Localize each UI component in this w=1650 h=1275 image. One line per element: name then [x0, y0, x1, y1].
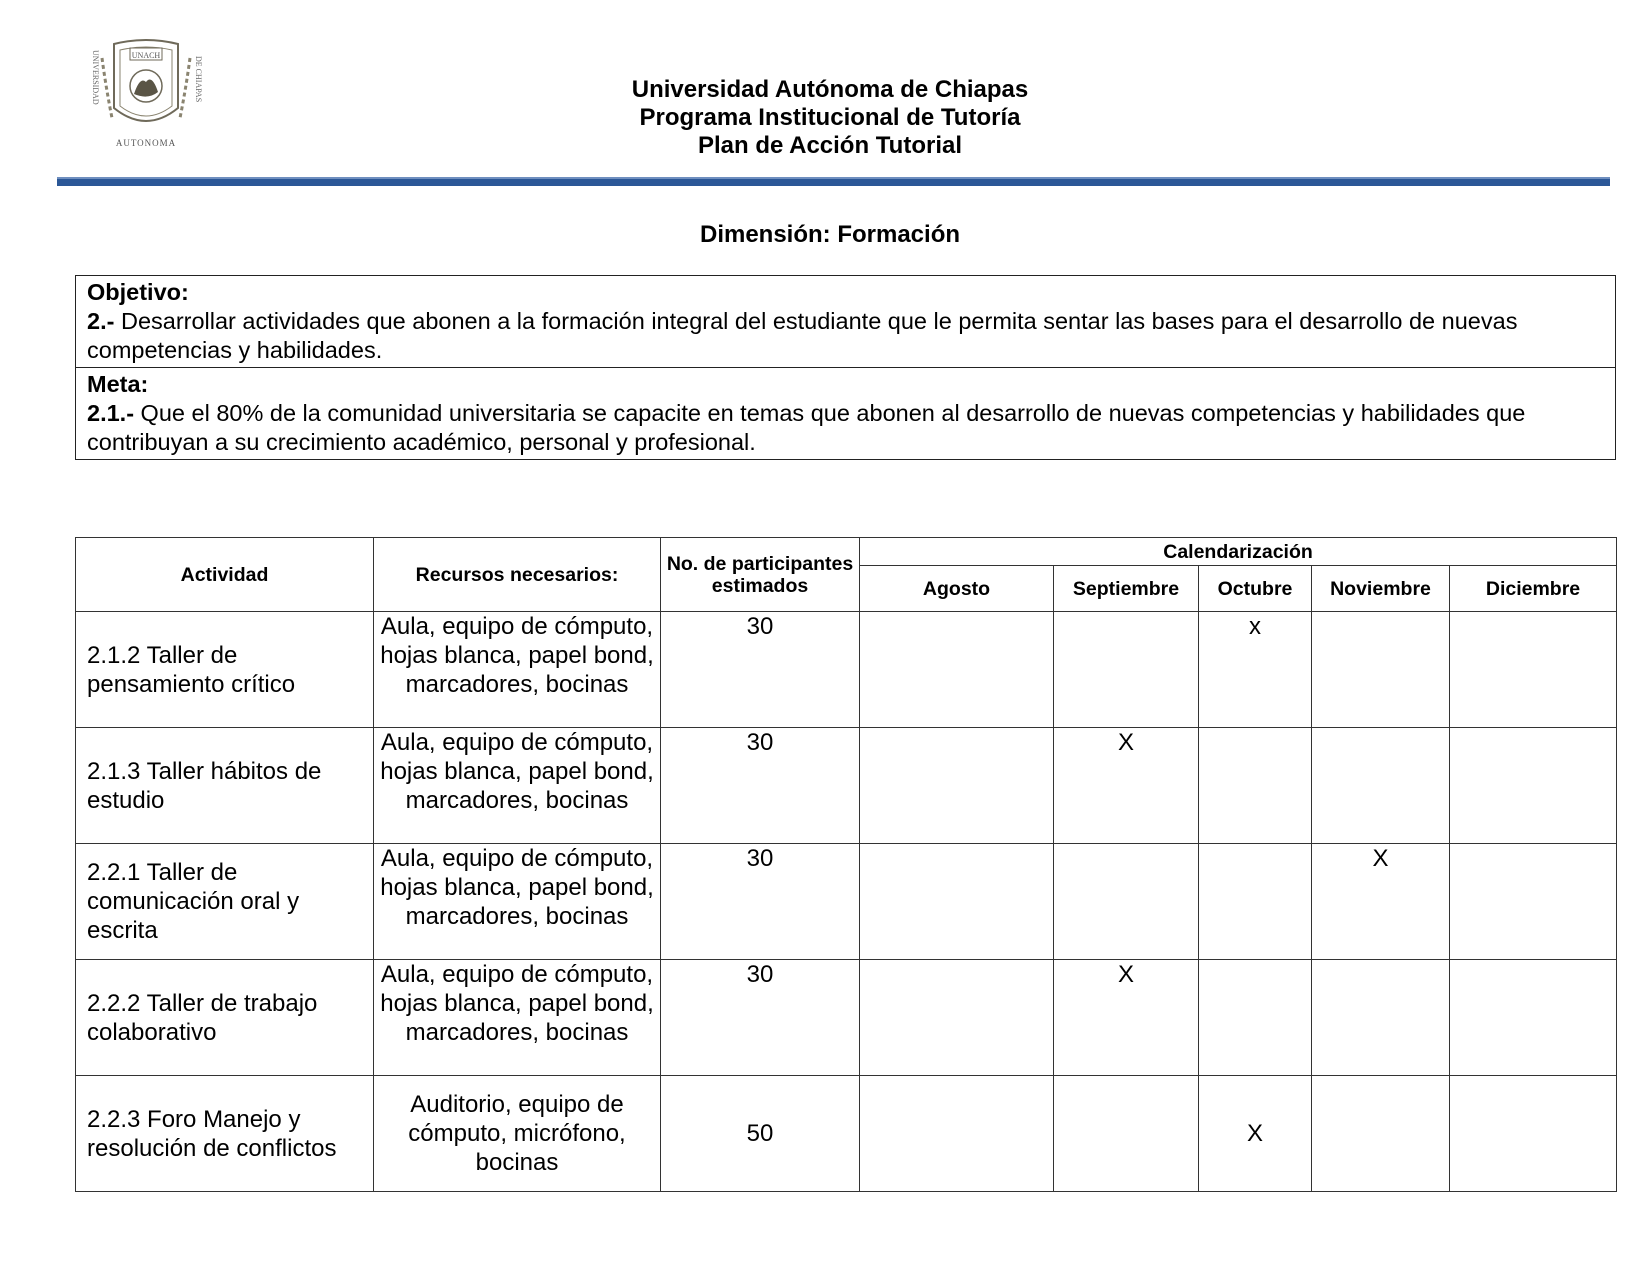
- resources-cell: Auditorio, equipo de cómputo, micrófono, bocinas: [374, 1076, 661, 1192]
- month-mark-cell: x: [1199, 612, 1312, 728]
- plan-name: Plan de Acción Tutorial: [697, 132, 963, 159]
- objective-text: Desarrollar actividades que abonen a la formación integral del estudiante que le permita sentar las bases para el desarrollo de nuevas competencias y habilidades.: [87, 308, 1518, 363]
- activity-cell: 2.1.3 Taller hábitos de estudio: [76, 728, 374, 844]
- month-mark-cell: [860, 1076, 1054, 1192]
- month-mark-cell: [1450, 844, 1617, 960]
- goal-text: Que el 80% de la comunidad universitaria se capacite en temas que abonen al desarrollo de nuevas competencias y habilidades que contribuyan a su crecimiento académico, personal y profesional.: [87, 400, 1526, 455]
- header-schedule: Calendarización: [860, 538, 1617, 566]
- header-month: Agosto: [860, 566, 1054, 612]
- activity-cell: 2.2.3 Foro Manejo y resolución de conflictos: [76, 1076, 374, 1192]
- month-mark-cell: [1312, 960, 1450, 1076]
- month-mark-cell: [1054, 844, 1199, 960]
- goal-section: [76, 367, 1615, 459]
- month-mark-cell: X: [1054, 960, 1199, 1076]
- header-month: Octubre: [1199, 566, 1312, 612]
- month-mark-cell: [860, 844, 1054, 960]
- svg-text:UNACH: UNACH: [131, 51, 161, 60]
- participants-cell: 30: [661, 728, 860, 844]
- month-mark-cell: [1312, 728, 1450, 844]
- month-mark-cell: [1312, 612, 1450, 728]
- participants-cell: 30: [661, 612, 860, 728]
- header-month: Diciembre: [1450, 566, 1617, 612]
- resources-cell: Aula, equipo de cómputo, hojas blanca, papel bond, marcadores, bocinas: [374, 960, 661, 1076]
- program-name: Programa Institucional de Tutoría: [639, 104, 1021, 131]
- header-activity: Actividad: [76, 538, 374, 612]
- resources-cell: Aula, equipo de cómputo, hojas blanca, papel bond, marcadores, bocinas: [374, 844, 661, 960]
- month-mark-cell: [860, 728, 1054, 844]
- svg-text:AUTONOMA: AUTONOMA: [115, 138, 177, 148]
- month-mark-cell: [860, 960, 1054, 1076]
- resources-cell: Aula, equipo de cómputo, hojas blanca, papel bond, marcadores, bocinas: [374, 728, 661, 844]
- participants-cell: 30: [661, 960, 860, 1076]
- objective-section: [76, 276, 1615, 367]
- svg-text:DE CHIAPAS: DE CHIAPAS: [194, 56, 203, 103]
- month-mark-cell: [1054, 1076, 1199, 1192]
- month-mark-cell: [1450, 960, 1617, 1076]
- month-mark-cell: [1450, 612, 1617, 728]
- objective-heading: Objetivo:: [87, 279, 189, 305]
- activities-table: [75, 537, 1617, 1192]
- activity-cell: 2.1.2 Taller de pensamiento crítico: [76, 612, 374, 728]
- objective-box: [75, 275, 1616, 460]
- month-mark-cell: [860, 612, 1054, 728]
- header-resources: Recursos necesarios:: [374, 538, 661, 612]
- month-mark-cell: X: [1199, 1076, 1312, 1192]
- svg-text:UNIVERSIDAD: UNIVERSIDAD: [91, 50, 100, 105]
- university-name: Universidad Autónoma de Chiapas: [631, 76, 1029, 103]
- month-mark-cell: [1450, 1076, 1617, 1192]
- header-participants: No. de participantes estimados: [661, 538, 860, 612]
- table-row: [76, 612, 1617, 728]
- dimension-title: Dimensión: Formación: [699, 221, 961, 248]
- table-row: [76, 960, 1617, 1076]
- month-mark-cell: X: [1054, 728, 1199, 844]
- table-row: [76, 728, 1617, 844]
- month-mark-cell: [1199, 844, 1312, 960]
- goal-heading: Meta:: [87, 371, 149, 397]
- table-row: [76, 844, 1617, 960]
- month-mark-cell: [1199, 728, 1312, 844]
- participants-cell: 50: [661, 1076, 860, 1192]
- table-row: [76, 1076, 1617, 1192]
- month-mark-cell: X: [1312, 844, 1450, 960]
- header-month: Septiembre: [1054, 566, 1199, 612]
- goal-number: 2.1.-: [87, 400, 135, 426]
- month-mark-cell: [1054, 612, 1199, 728]
- participants-cell: 30: [661, 844, 860, 960]
- month-mark-cell: [1312, 1076, 1450, 1192]
- objective-number: 2.-: [87, 308, 115, 334]
- document-header: [0, 76, 1650, 160]
- activity-cell: 2.2.2 Taller de trabajo colaborativo: [76, 960, 374, 1076]
- header-divider-highlight: [57, 177, 1610, 179]
- header-month: Noviembre: [1312, 566, 1450, 612]
- month-mark-cell: [1450, 728, 1617, 844]
- resources-cell: Aula, equipo de cómputo, hojas blanca, papel bond, marcadores, bocinas: [374, 612, 661, 728]
- month-mark-cell: [1199, 960, 1312, 1076]
- activity-cell: 2.2.1 Taller de comunicación oral y escrita: [76, 844, 374, 960]
